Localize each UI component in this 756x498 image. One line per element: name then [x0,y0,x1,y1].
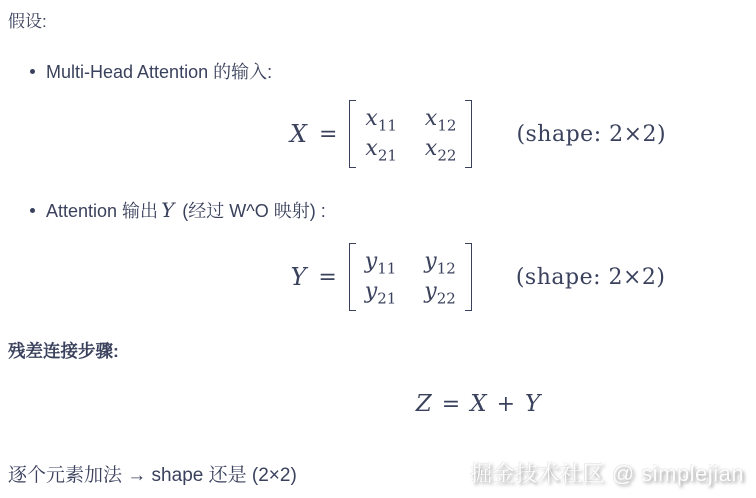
bullet-list [0,60,756,84]
list-item-input [0,60,756,84]
math-lhs: Y [290,263,307,291]
matrix-cell: $x_{12}$ [424,106,457,135]
matrix-cell: $y_{11}$ [364,249,397,278]
math-equals: = [318,121,338,147]
matrix-cell: $x_{21}$ [365,136,397,165]
math-equals: = [318,264,337,290]
matrix-x [356,100,465,168]
math-operand-x: X [470,391,487,417]
formula-y-matrix [0,243,756,311]
matrix-y [356,243,465,311]
formula-x-matrix [0,100,756,168]
footer-text: 逐个元素加法 → shape 还是 (2×2) [8,465,297,486]
math-plus: + [496,391,516,417]
bullet-icon [30,69,35,74]
bullet-text: Multi-Head Attention 的输入: [46,62,273,82]
math-equals: = [441,391,461,417]
matrix-cell: $x_{11}$ [365,106,397,135]
matrix-cell: $y_{22}$ [424,279,456,308]
footer-row [8,457,744,488]
matrix-left-bracket [349,243,356,311]
matrix-left-bracket [349,100,356,168]
watermark: 掘金技术社区 @ simplejian [470,461,744,486]
bullet-icon [30,208,35,213]
bullet-text: Attention 输出 Y (经过 W^O 映射) : [46,198,326,222]
matrix-right-bracket [465,100,472,168]
shape-annotation: (shape: 2×2) [515,264,666,290]
bullet-list [0,198,756,223]
math-operand-y: Y [525,391,541,417]
article-content [0,10,756,486]
matrix-cell: $x_{22}$ [424,136,457,165]
matrix-cell: $y_{12}$ [424,249,456,278]
matrix-right-bracket [465,243,472,311]
list-item-output [0,198,756,223]
math-lhs: X [289,120,307,148]
formula-z-sum [0,391,756,417]
intro-text: 假设: [8,12,47,31]
shape-annotation: (shape: 2×2) [516,121,667,147]
inline-math-y: Y [161,198,175,222]
math-lhs: Z [415,391,432,417]
residual-heading: 残差连接步骤: [8,341,119,361]
matrix-cell: $y_{21}$ [364,279,397,308]
